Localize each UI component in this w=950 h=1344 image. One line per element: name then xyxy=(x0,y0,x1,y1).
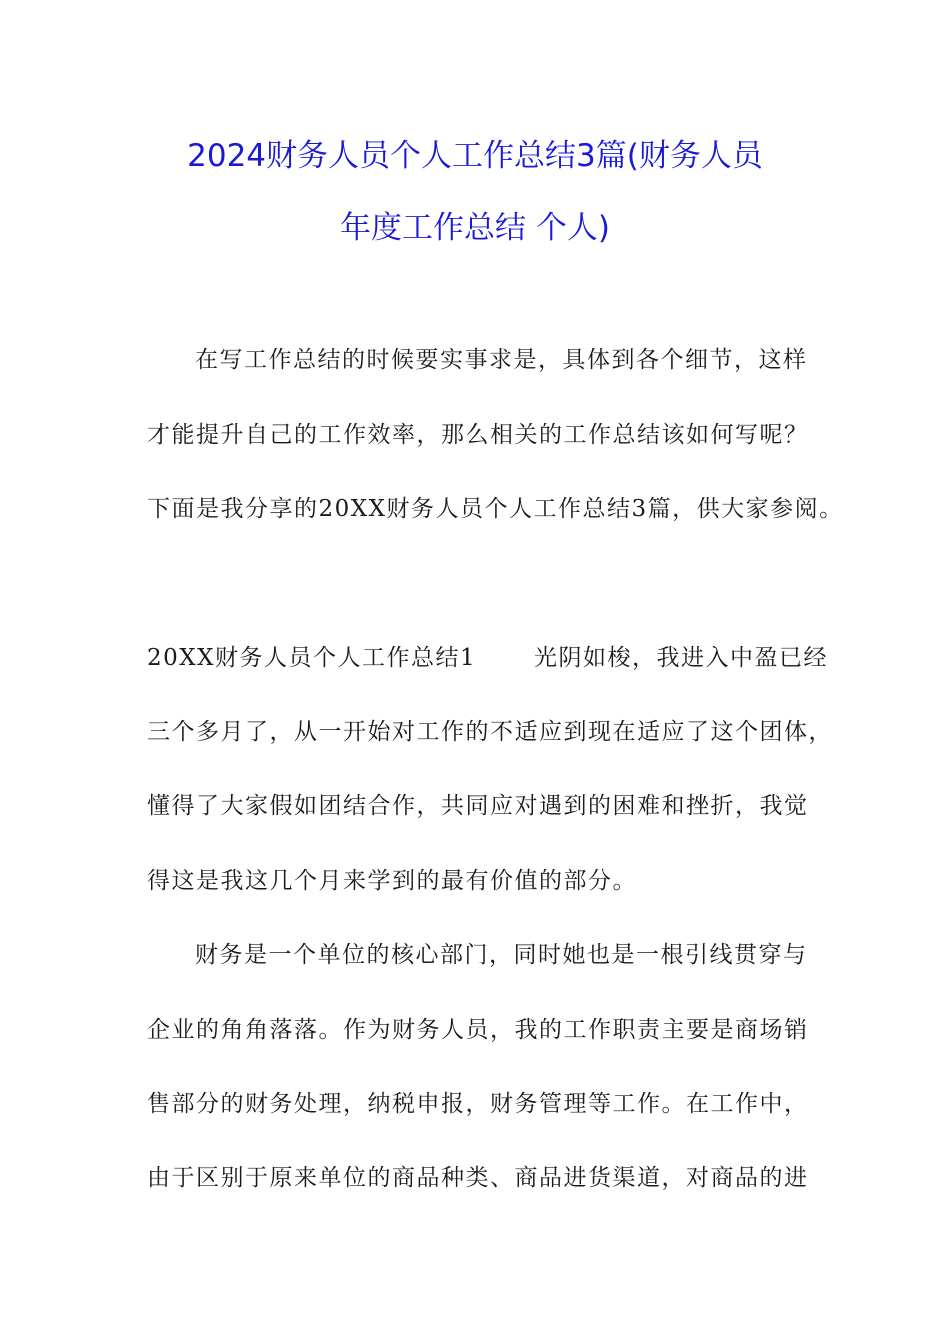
intro-line-3: 下面是我分享的20XX财务人员个人工作总结3篇，供大家参阅。 xyxy=(147,496,844,522)
intro-line-2: 才能提升自己的工作效率，那么相关的工作总结该如何写呢？ xyxy=(147,422,809,448)
document-title-line-2: 年度工作总结 个人) xyxy=(340,210,610,246)
intro-line-1: 在写工作总结的时候要实事求是，具体到各个细节，这样 xyxy=(195,347,808,373)
section-2-line-2: 企业的角角落落。作为财务人员，我的工作职责主要是商场销 xyxy=(147,1017,809,1043)
section-1-line-4: 得这是我这几个月来学到的最有价值的部分。 xyxy=(147,868,637,894)
section-1-line-2: 三个多月了，从一开始对工作的不适应到现在适应了这个团体， xyxy=(147,719,833,745)
section-1-line-3: 懂得了大家假如团结合作，共同应对遇到的困难和挫折，我觉 xyxy=(147,793,809,819)
section-2-line-3: 售部分的财务处理，纳税申报，财务管理等工作。在工作中， xyxy=(147,1091,809,1117)
section-1-line-1: 20XX财务人员个人工作总结1 光阴如梭，我进入中盈已经 xyxy=(147,645,828,671)
document-title-line-1: 2024财务人员个人工作总结3篇(财务人员 xyxy=(187,138,763,174)
section-2-line-4: 由于区别于原来单位的商品种类、商品进货渠道，对商品的进 xyxy=(147,1165,809,1191)
section-2-line-1: 财务是一个单位的核心部门，同时她也是一根引线贯穿与 xyxy=(195,942,808,968)
